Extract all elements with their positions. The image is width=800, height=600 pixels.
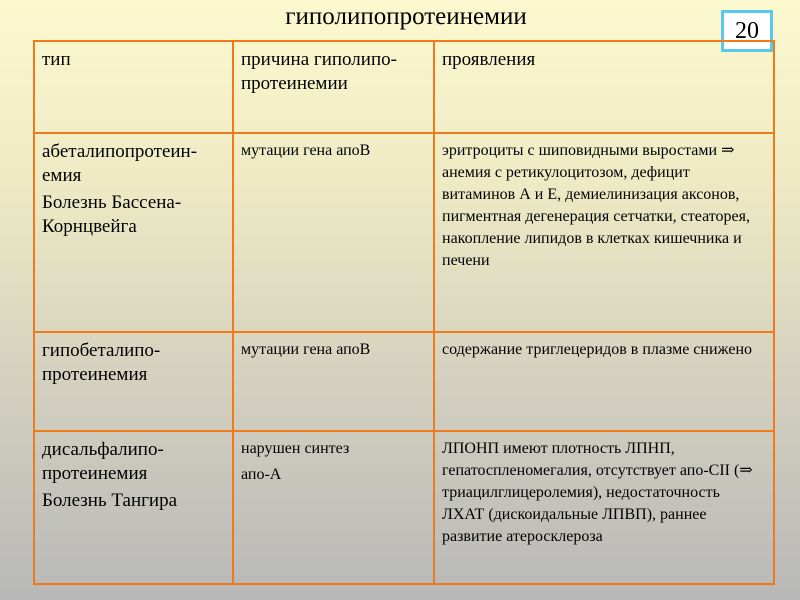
header-cause: причина гиполипо-протеинемии <box>233 41 434 133</box>
table-header-row <box>34 41 774 133</box>
cell-manifestations: эритроциты с шиповидными выростами ⇒ анемия с ретикулоцитозом, дефицит витаминов А и Е, демиелинизация аксонов, пигментная дегенерация сетчатки, стеаторея, накопление липидов в клетках кишечника и печени <box>434 133 774 332</box>
type-name: абеталипопротеин-емия <box>42 141 198 186</box>
header-type: тип <box>34 41 233 133</box>
cause-text: апо-А <box>241 466 282 483</box>
slide-title: гиполипопротеинемии <box>285 3 527 30</box>
header-manifestations: проявления <box>434 41 774 133</box>
cell-manifestations: ЛПОНП имеют плотность ЛПНП, гепатоспленомегалия, отсутствует апо-CII (⇒ триацилглицеролемия), недостаточность ЛХАТ (дискоидальные ЛПВП), раннее развитие атеросклероза <box>434 431 774 584</box>
hypolipoproteinemia-table <box>33 40 775 585</box>
cell-cause <box>233 133 434 332</box>
type-synonym: Болезнь Бассена-Корнцвейга <box>42 192 182 237</box>
cell-type <box>34 332 233 431</box>
cause-text: нарушен синтез <box>241 440 350 457</box>
page-number-badge: 20 <box>721 10 773 52</box>
type-synonym: Болезнь Тангира <box>42 490 178 511</box>
type-name: дисальфалипо-протеинемия <box>42 439 164 484</box>
table-row <box>34 133 774 332</box>
cell-type <box>34 133 233 332</box>
cell-type <box>34 431 233 584</box>
table-row <box>34 431 774 584</box>
cell-manifestations: содержание триглецеридов в плазме снижено <box>434 332 774 431</box>
type-name: гипобеталипо-протеинемия <box>42 340 161 385</box>
cell-cause <box>233 431 434 584</box>
table-row <box>34 332 774 431</box>
cause-text: мутации гена апоВ <box>241 341 371 358</box>
cell-cause <box>233 332 434 431</box>
cause-text: мутации гена апоВ <box>241 142 371 159</box>
